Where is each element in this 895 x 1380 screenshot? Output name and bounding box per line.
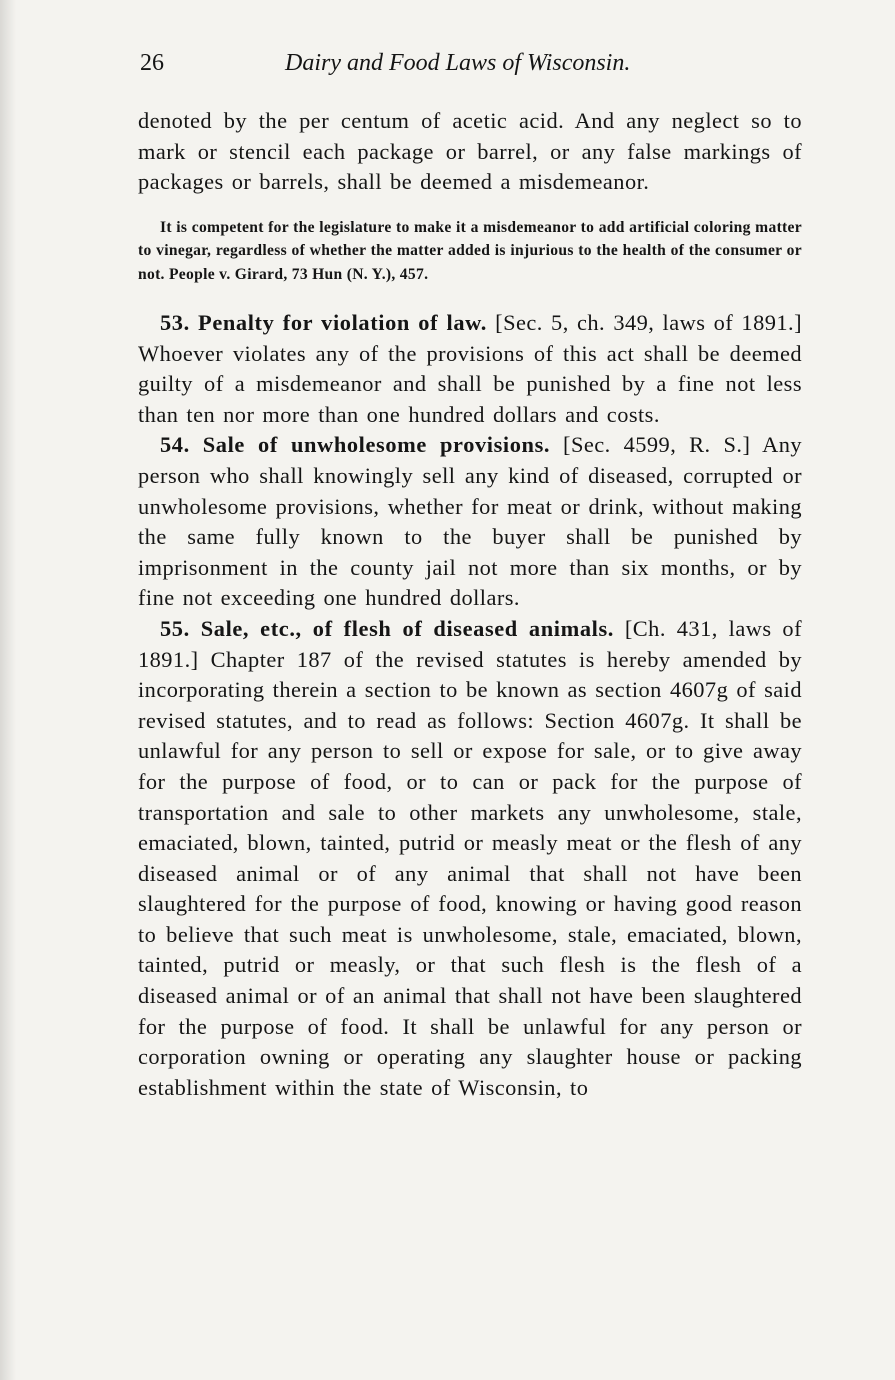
body-text [138,106,802,1103]
section-heading: Sale of unwholesome provisions. [202,432,551,458]
section-number: 55. [160,615,190,641]
section-text: [Ch. 431, laws of 1891.] Chapter 187 of the revised statutes is hereby amended by incorporating therein a section to be known as section 4607g of said revised statutes, and to read as follows: Section 4607g. It shall be unlawful for any person to sell or expose for sale, or to give away for the purpose of food, or to can or pack for the purpose of transportation and sale to other markets any unwholesome, stale, emaciated, blown, tainted, putrid or measly meat or the flesh of any diseased animal or of any animal that shall not have been slaughtered for the purpose of food, knowing or having good reason to believe that such meat is unwholesome, stale, emaciated, blown, tainted, putrid or measly, or that such flesh is the flesh of a diseased animal or of an animal that shall not have been slaughtered for the purpose of food. It shall be unlawful for any person or corporation owning or operating any slaughter house or packing establishment within the state of Wisconsin, to [138,615,802,1100]
case-note: It is competent for the legislature to make it a misdemeanor to add artificial coloring matter to vinegar, regardless of whether the matter added is injurious to the health of the consumer or not. People v. Girard, 73 Hun (N. Y.), 457. [138,218,802,283]
section-number: 54. [160,432,190,458]
section-54 [138,430,802,614]
section-text: [Sec. 5, ch. 349, laws of 1891.] Whoever violates any of the provisions of this act shall be deemed guilty of a misdemeanor and shall be punished by a fine not less than ten nor more than one hundred dollars and costs. [138,310,802,427]
intro-paragraph: denoted by the per centum of acetic acid. And any neglect so to mark or stencil each package or barrel, or any false markings of packages or barrels, shall be deemed a misdemeanor. [138,108,802,195]
section-53 [138,308,802,430]
binding-shadow [0,0,16,1380]
section-55 [138,614,802,1104]
running-title: Dairy and Food Laws of Wisconsin. [285,50,631,76]
section-text: [Sec. 4599, R. S.] Any person who shall knowingly sell any kind of diseased, corrupted or unwholesome provisions, whether for meat or drink, without making the same fully known to the buyer shall be punished by imprisonment in the county jail not more than six months, or by fine not exceeding one hundred dollars. [138,432,802,611]
section-heading: Sale, etc., of flesh of diseased animals. [200,615,614,641]
page-header [140,40,820,80]
section-number: 53. [160,310,190,335]
section-heading: Penalty for violation of law. [198,310,487,335]
page-number: 26 [140,50,164,76]
